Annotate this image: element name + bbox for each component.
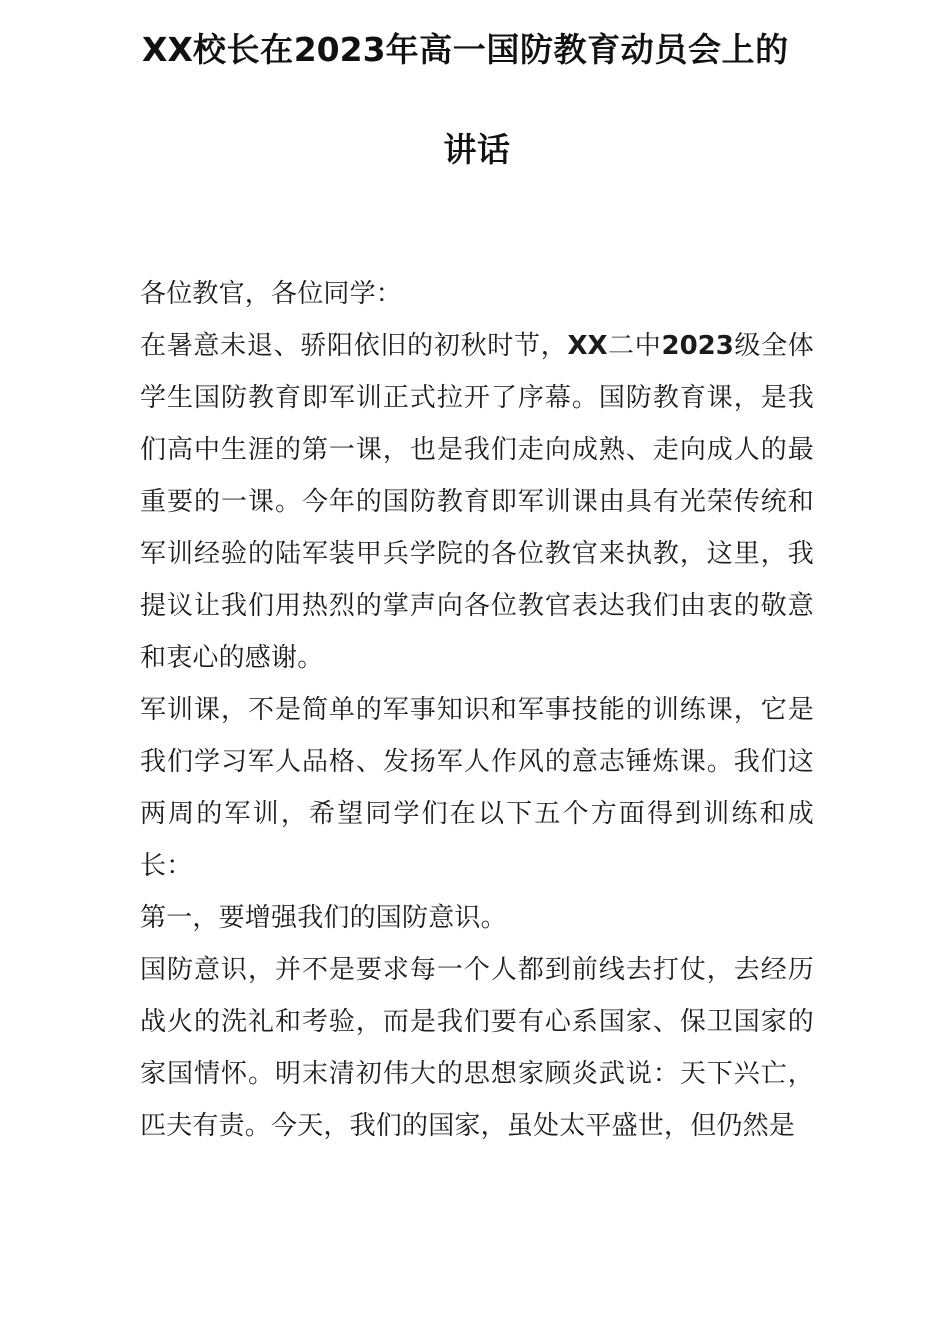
paragraph-body-3: 第一，要增强我们的国防意识。 <box>140 903 507 933</box>
document-body <box>140 0 814 1152</box>
paragraph-body-2: 军训课，不是简单的军事知识和军事技能的训练课，它是我们学习军人品格、发扬军人作风的意志锤炼课。我们这两周的军训，希望同学们在以下五个方面得到训练和成长： <box>140 695 814 881</box>
page-title <box>140 0 814 200</box>
title-body-spacer <box>140 200 814 268</box>
page-title-line-2: 讲话 <box>443 130 511 169</box>
paragraph-body-4: 国防意识，并不是要求每一个人都到前线去打仗，去经历战火的洗礼和考验，而是我们要有心系国家、保卫国家的家国情怀。明末清初伟大的思想家顾炎武说：天下兴亡，匹夫有责。今天，我们的国家，虽处太平盛世，但仍然是 <box>140 955 814 1141</box>
page-title-line-1: XX校长在2023年高一国防教育动员会上的 <box>142 30 789 69</box>
paragraph-body-1: 在暑意未退、骄阳依旧的初秋时节，XX二中2023级全体学生国防教育即军训正式拉开了序幕。国防教育课，是我们高中生涯的第一课，也是我们走向成熟、走向成人的最重要的一课。今年的国防教育即军训课由具有光荣传统和军训经验的陆军装甲兵学院的各位教官来执教，这里，我提议让我们用热烈的掌声向各位教官表达我们由衷的敬意和衷心的感谢。 <box>140 331 815 673</box>
paragraph-salutation: 各位教官，各位同学： <box>140 279 403 309</box>
